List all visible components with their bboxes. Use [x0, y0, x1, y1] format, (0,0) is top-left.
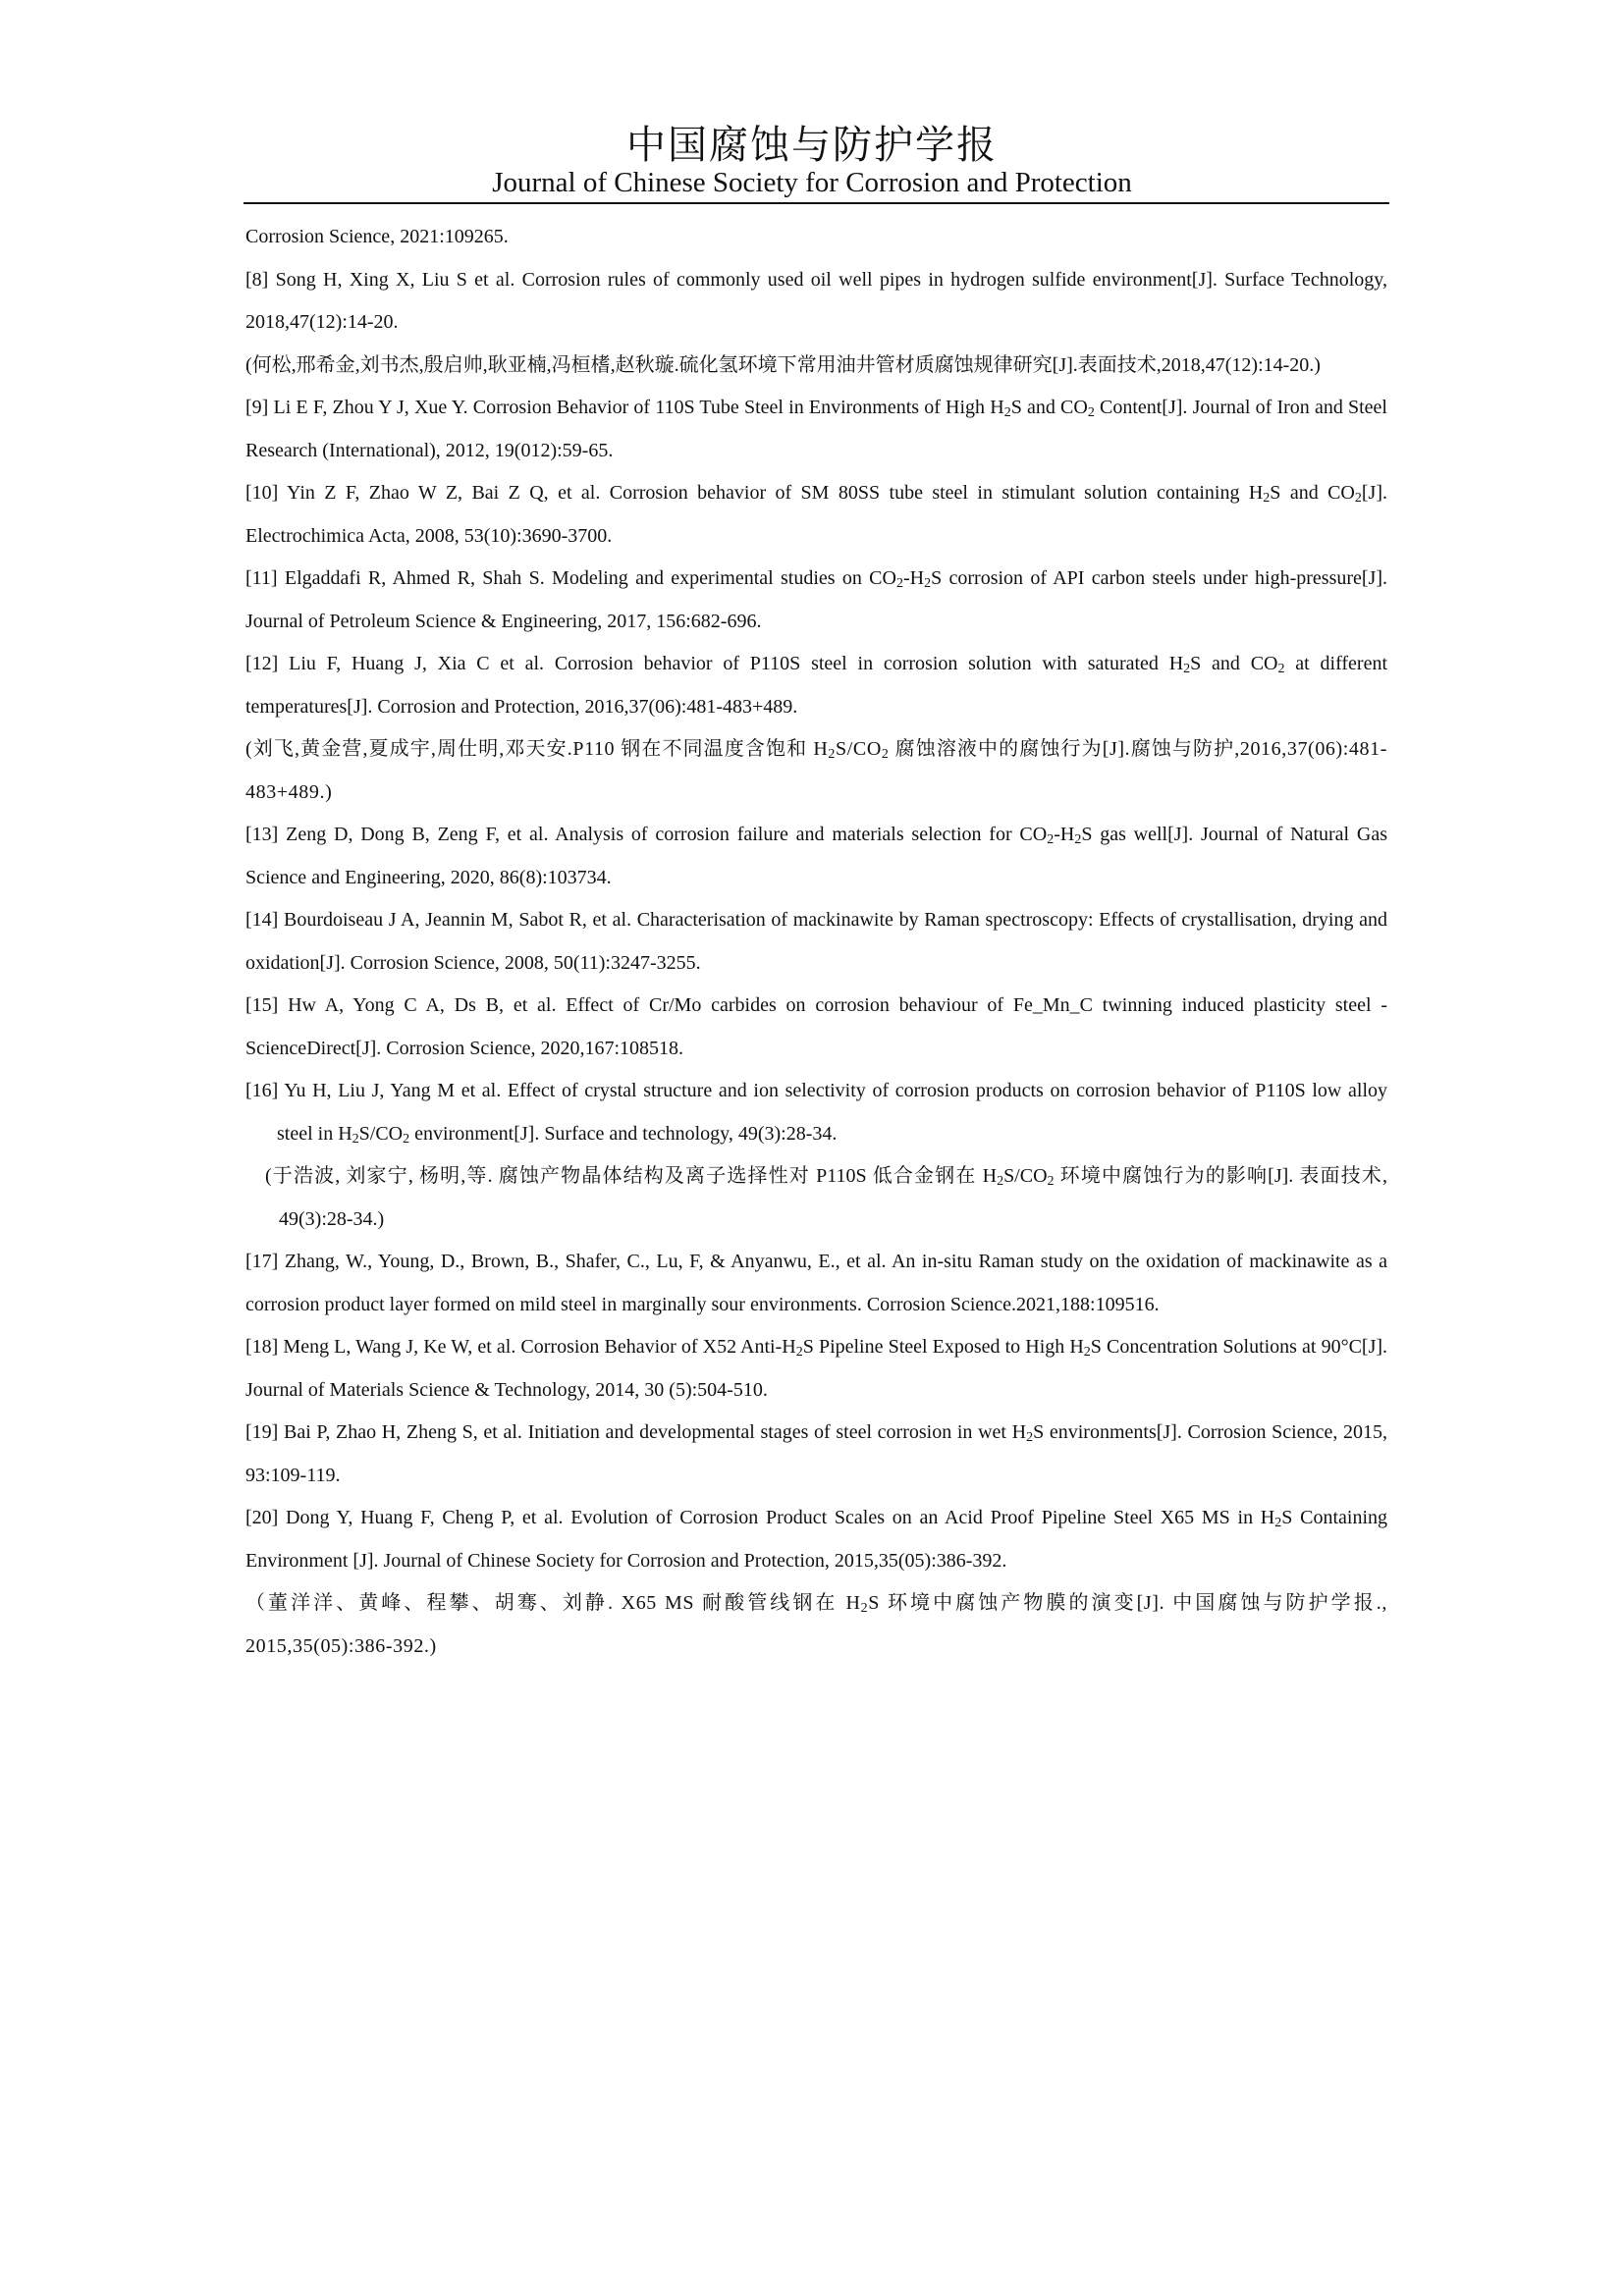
reference-18: [18] Meng L, Wang J, Ke W, et al. Corrosion Behavior of X52 Anti-$H_2S$ Pipeline Steel Exposed to High $H_2S$ Concentration Solutions at 90°C[J]. Journal of Materials Science & Technology, 2014, 30 (5):504-510. [245, 1336, 1388, 1401]
reference-8-chinese: (何松,邢希金,刘书杰,殷启帅,耿亚楠,冯桓榰,赵秋璇.硫化氢环境下常用油井管材质腐蚀规律研究[J].表面技术,2018,47(12):14-20.) [245, 353, 1321, 376]
reference-14: [14] Bourdoiseau J A, Jeannin M, Sabot R, et al. Characterisation of mackinawite by Raman spectroscopy: Effects of crystallisation, drying and oxidation[J]. Corrosion Science, 2008, 50(11):3247-3255. [245, 909, 1387, 974]
reference-16: [16] Yu H, Liu J, Yang M et al. Effect of crystal structure and ion selectivity of corrosion products on corrosion behavior of P110S low alloy steel in $H_2S/CO_2$ environment[J]. Surface and technology, 49(3):28-34. [245, 1080, 1387, 1147]
reference-12-chinese: (刘飞,黄金营,夏成宇,周仕明,邓天安.P110 钢在不同温度含饱和 $H_2S/CO_2$ 腐蚀溶液中的腐蚀行为[J].腐蚀与防护,2016,37(06):481-483+489.) [245, 738, 1387, 803]
reference-12: [12] Liu F, Huang J, Xia C et al. Corrosion behavior of P110S steel in corrosion solution with saturated $H_2S$ and $CO_2$ at different temperatures[J]. Corrosion and Protection, 2016,37(06):481-483+489. [245, 653, 1387, 718]
reference-19: [19] Bai P, Zhao H, Zheng S, et al. Initiation and developmental stages of steel corrosion in wet $H_2S$ environments[J]. Corrosion Science, 2015, 93:109-119. [245, 1421, 1388, 1486]
reference-11: [11] Elgaddafi R, Ahmed R, Shah S. Modeling and experimental studies on $CO_2-H_2S$ corrosion of API carbon steels under high-pressure[J]. Journal of Petroleum Science & Engineering, 2017, 156:682-696. [245, 567, 1387, 632]
header-rule [244, 202, 1389, 204]
reference-7-continued: Corrosion Science, 2021:109265. [245, 226, 509, 247]
reference-20-chinese: （董洋洋、黄峰、程攀、胡骞、刘静. X65 MS 耐酸管线钢在 $H_2S$ 环境中腐蚀产物膜的演变[J]. 中国腐蚀与防护学报., 2015,35(05):386-392.) [245, 1592, 1387, 1657]
reference-list [245, 216, 1387, 1668]
reference-15: [15] Hw A, Yong C A, Ds B, et al. Effect of Cr/Mo carbides on corrosion behaviour of Fe_Mn_C twinning induced plasticity steel - ScienceDirect[J]. Corrosion Science, 2020,167:108518. [245, 994, 1387, 1059]
reference-13: [13] Zeng D, Dong B, Zeng F, et al. Analysis of corrosion failure and materials selection for $CO_2-H_2S$ gas well[J]. Journal of Natural Gas Science and Engineering, 2020, 86(8):103734. [245, 824, 1387, 888]
reference-16-chinese: (于浩波, 刘家宁, 杨明,等. 腐蚀产物晶体结构及离子选择性对 P110S 低合金钢在 $H_2S/CO_2$ 环境中腐蚀行为的影响[J]. 表面技术, 49(3):28-34.) [265, 1165, 1387, 1230]
reference-17: [17] Zhang, W., Young, D., Brown, B., Shafer, C., Lu, F, & Anyanwu, E., et al. An in-situ Raman study on the oxidation of mackinawite as a corrosion product layer formed on mild steel in marginally sour environments. Corrosion Science.2021,188:109516. [245, 1251, 1387, 1315]
reference-20: [20] Dong Y, Huang F, Cheng P, et al. Evolution of Corrosion Product Scales on an Acid Proof Pipeline Steel X65 MS in $H_2S$ Containing Environment [J]. Journal of Chinese Society for Corrosion and Protection, 2015,35(05):386-392. [245, 1507, 1388, 1572]
reference-8: [8] Song H, Xing X, Liu S et al. Corrosion rules of commonly used oil well pipes in hydrogen sulfide environment[J]. Surface Technology, 2018,47(12):14-20. [245, 268, 1387, 333]
journal-title-cn: 中国腐蚀与防护学报 [626, 123, 998, 167]
reference-10: [10] Yin Z F, Zhao W Z, Bai Z Q, et al. Corrosion behavior of SM 80SS tube steel in stimulant solution containing $H_2S$ and $CO_2[J]$. Electrochimica Acta, 2008, 53(10):3690-3700. [245, 482, 1387, 547]
journal-title-en: Journal of Chinese Society for Corrosion and Protection [492, 167, 1132, 198]
reference-9: [9] Li E F, Zhou Y J, Xue Y. Corrosion Behavior of 110S Tube Steel in Environments of High $H_2S$ and $CO_2$ Content[J]. Journal of Iron and Steel Research (International), 2012, 19(012):59-65. [245, 397, 1387, 461]
